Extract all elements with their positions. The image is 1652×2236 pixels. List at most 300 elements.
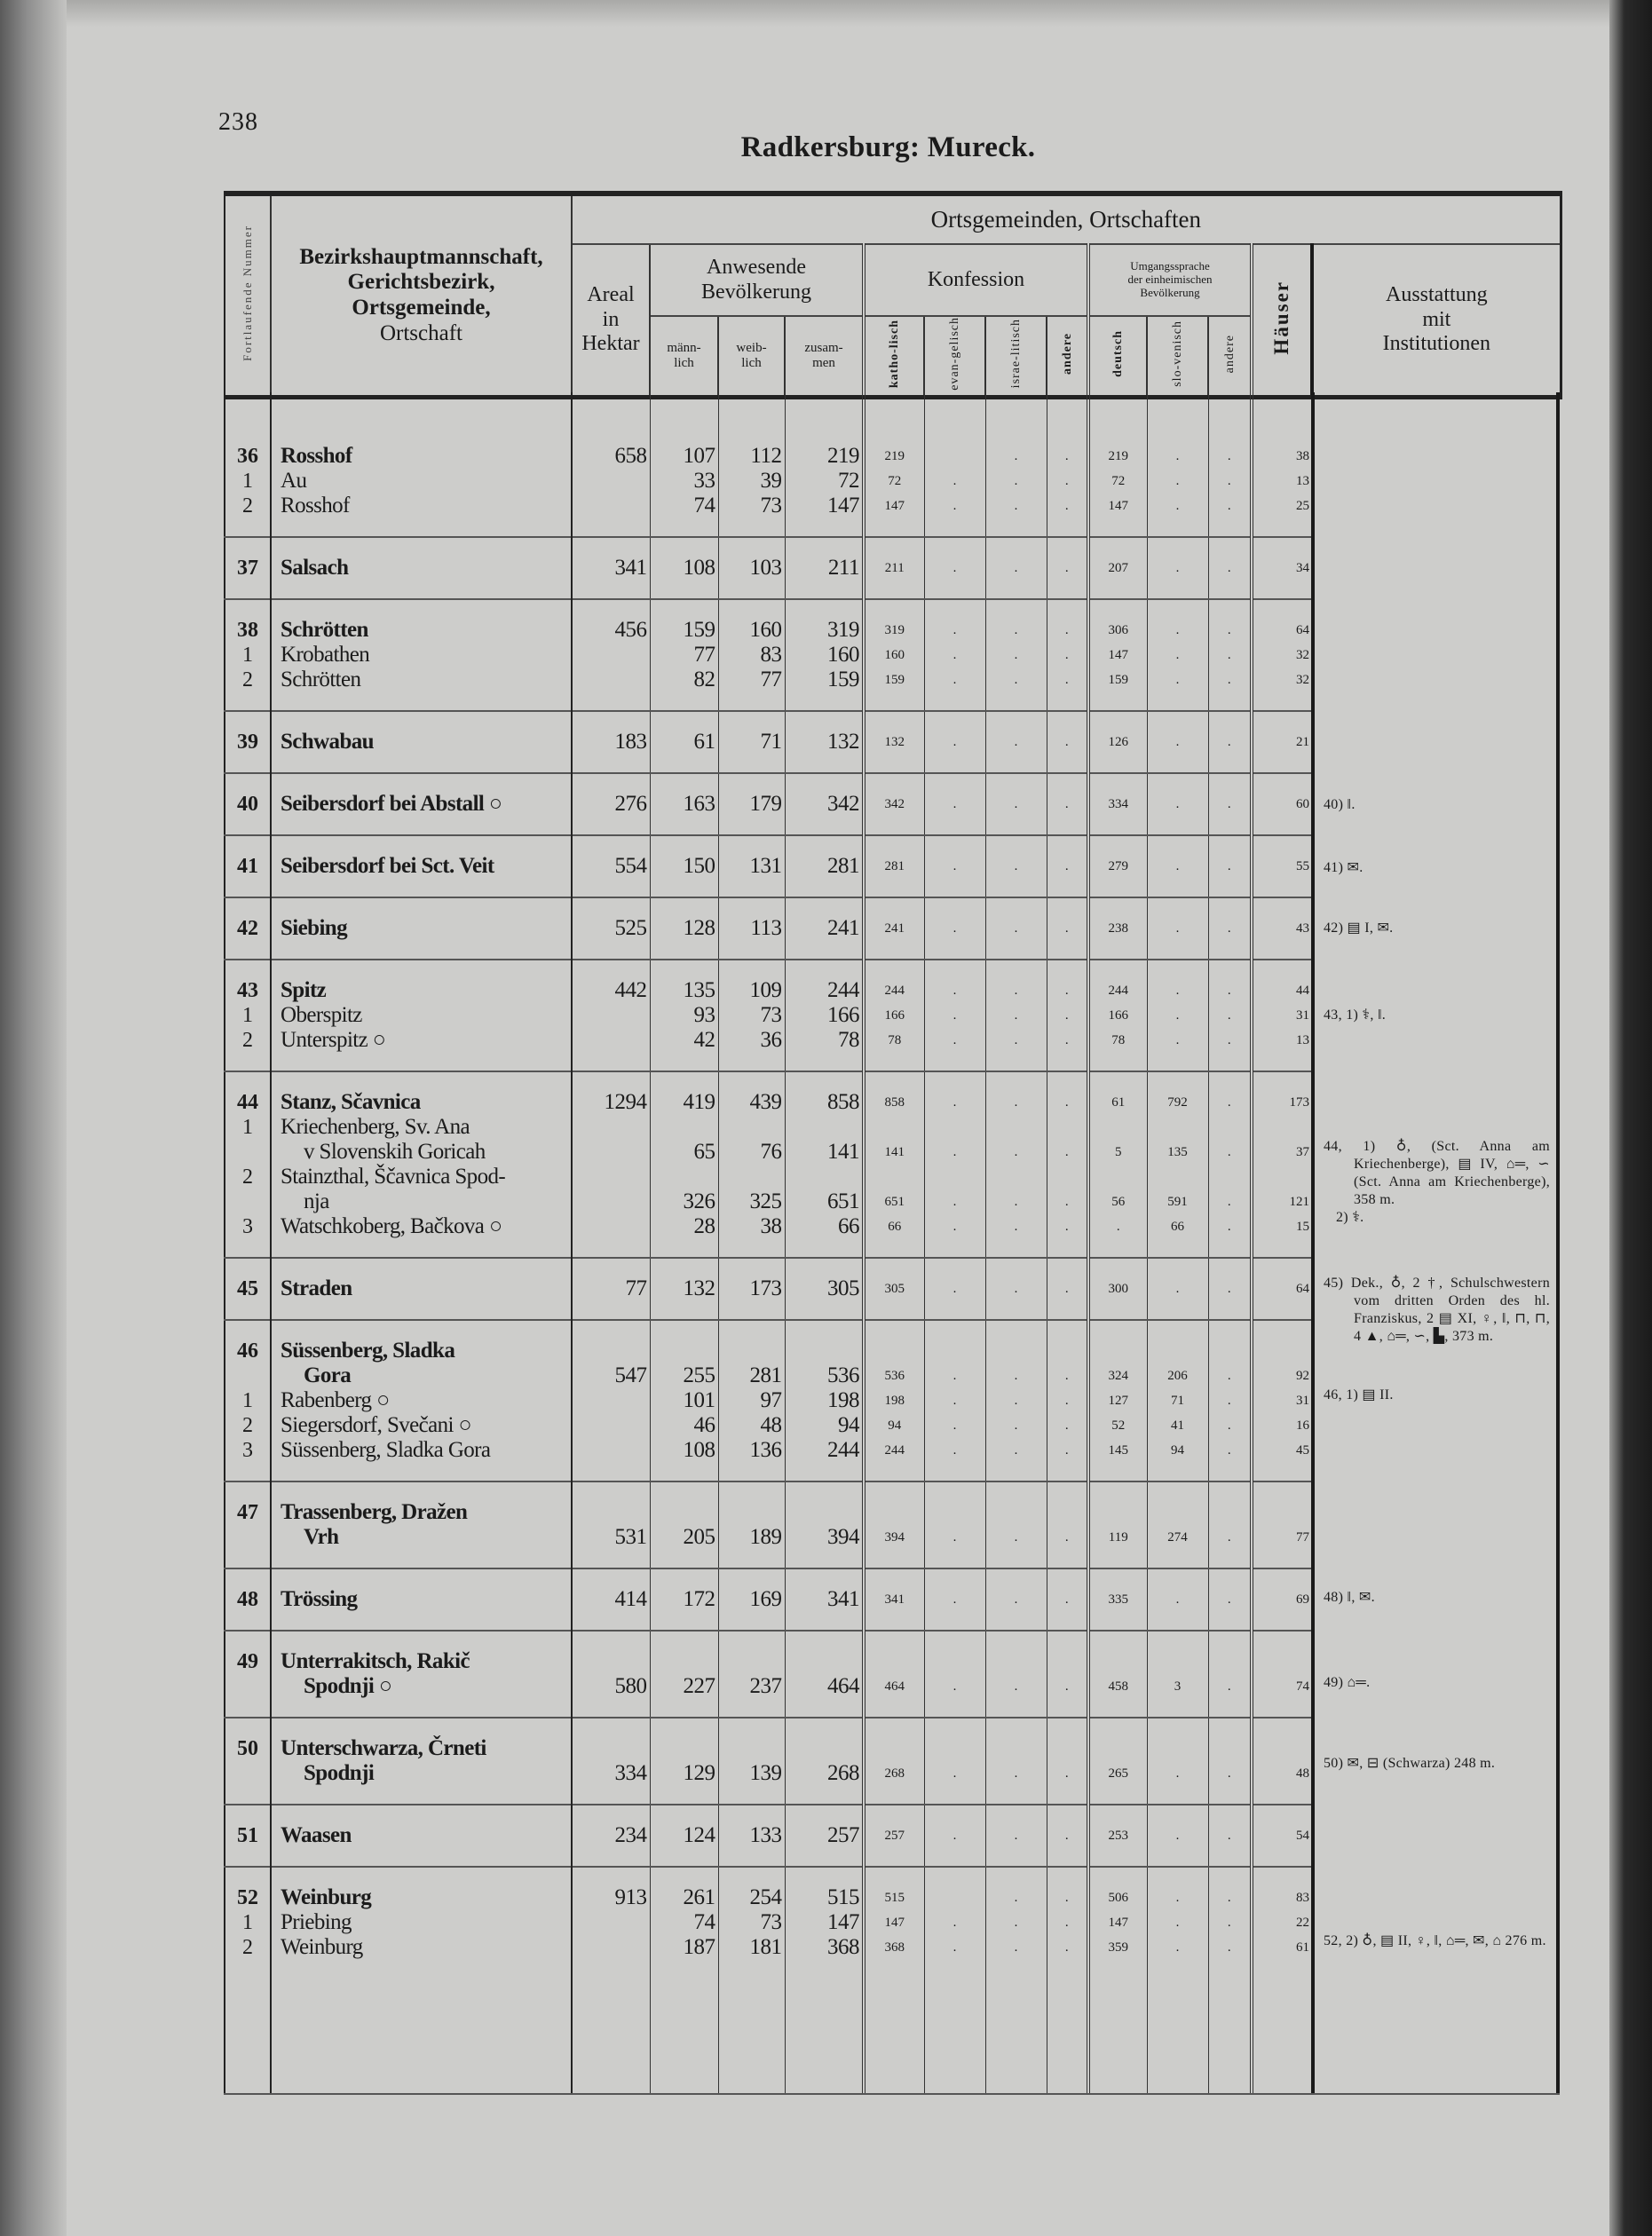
cell-deutsch: 324 (1088, 1363, 1147, 1388)
spacer-cell (650, 537, 718, 556)
place-name: Seibersdorf bei Sct. Veit (271, 854, 572, 879)
note-52-text: 52, 2) ♁, ▤ II, ♀, ‖, ⌂═, ✉, ⌂ 276 m. (1324, 1933, 1546, 1948)
cell-katholisch: 257 (864, 1823, 924, 1848)
cell-katholisch: 515 (864, 1885, 924, 1910)
spacer-cell (1147, 835, 1208, 854)
cell-slovenisch: . (1147, 792, 1208, 817)
row-spacer (225, 1301, 1312, 1320)
spacer-cell (650, 1053, 718, 1071)
cell-deutsch: 147 (1088, 494, 1147, 518)
spacer-cell (985, 835, 1047, 854)
place-name: Priebing (271, 1910, 572, 1935)
spacer-cell (1088, 1978, 1147, 2095)
spacer-cell (1252, 773, 1312, 792)
cell-andere-sprache: . (1208, 469, 1252, 494)
cell-zusammen: 241 (785, 916, 864, 941)
cell-haeuser (1252, 1500, 1312, 1525)
spacer-cell (718, 537, 785, 556)
cell-israelitisch: . (985, 1090, 1047, 1115)
cell-zusammen: 166 (785, 1003, 864, 1028)
scan-binding-edge (0, 0, 67, 2236)
cell-israelitisch: . (985, 1525, 1047, 1550)
spacer-cell (864, 755, 924, 773)
cell-israelitisch: . (985, 978, 1047, 1003)
place-name: Stainzthal, Ščavnica Spod- (271, 1165, 572, 1189)
cell-maennlich: 326 (650, 1189, 718, 1214)
spacer-cell (271, 1071, 572, 1090)
locality-row (225, 1910, 1312, 1935)
spacer-cell (864, 1848, 924, 1867)
cell-haeuser: 55 (1252, 854, 1312, 879)
cell-andere-konfession: . (1047, 1674, 1088, 1699)
row-spacer (225, 960, 1312, 978)
cell-andere-sprache: . (1208, 978, 1252, 1003)
cell-haeuser: 37 (1252, 1140, 1312, 1165)
scan-edge-top (0, 0, 1652, 27)
spacer-cell (1208, 1239, 1252, 1258)
cell-evangelisch: . (924, 1413, 985, 1438)
cell-evangelisch (924, 1115, 985, 1140)
spacer-cell (864, 599, 924, 618)
spacer-cell (225, 1805, 271, 1823)
cell-zusammen: 94 (785, 1413, 864, 1438)
spacer-cell (864, 692, 924, 711)
spacer-cell (1047, 1550, 1088, 1568)
note-45 (1324, 1275, 1550, 1346)
place-name: Schrötten (271, 618, 572, 643)
note-44-part1: 44, 1) ♁, (Sct. Anna am Kriechenberge), ▤ IV, ⌂═, ∽ (Sct. Anna am Kriechenberge), 358 m. (1324, 1139, 1550, 1207)
cell-slovenisch: . (1147, 494, 1208, 518)
spacer-cell (785, 1978, 864, 2095)
place-name: Salsach (271, 556, 572, 581)
spacer-cell (1088, 581, 1147, 599)
spacer-cell (1252, 518, 1312, 537)
row-number (225, 1525, 271, 1550)
row-number: 52 (237, 1886, 258, 1909)
cell-maennlich (650, 1500, 718, 1525)
cell-andere-sprache: . (1208, 1438, 1252, 1463)
spacer-cell (1208, 1718, 1252, 1736)
spacer-cell (985, 1978, 1047, 2095)
cell-katholisch (864, 1500, 924, 1525)
spacer-cell (650, 773, 718, 792)
spacer-cell (1147, 1699, 1208, 1718)
cell-weiblich: 139 (718, 1761, 785, 1786)
cell-andere-konfession: . (1047, 1363, 1088, 1388)
cell-katholisch: 464 (864, 1674, 924, 1699)
spacer-cell (1252, 1699, 1312, 1718)
row-spacer (225, 1960, 1312, 1978)
cell-israelitisch: . (985, 643, 1047, 668)
header-andere-sprache: andere (1208, 316, 1252, 398)
cell-maennlich: 135 (650, 978, 718, 1003)
cell-evangelisch (924, 1500, 985, 1525)
cell-deutsch: 244 (1088, 978, 1147, 1003)
spacer-cell (1208, 1301, 1252, 1320)
cell-israelitisch (985, 1736, 1047, 1761)
spacer-cell (271, 1786, 572, 1805)
locality-row (225, 494, 1312, 518)
cell-haeuser: 13 (1252, 469, 1312, 494)
cell-maennlich: 101 (650, 1388, 718, 1413)
spacer-cell (1088, 960, 1147, 978)
cell-zusammen: 66 (785, 1214, 864, 1239)
spacer-cell (572, 711, 650, 730)
municipality-row (225, 1674, 1312, 1699)
cell-katholisch: 394 (864, 1525, 924, 1550)
cell-areal (572, 1339, 650, 1363)
cell-katholisch: 244 (864, 978, 924, 1003)
spacer-cell (1088, 1631, 1147, 1649)
spacer-cell (225, 755, 271, 773)
cell-israelitisch: . (985, 1003, 1047, 1028)
row-spacer (225, 1631, 1312, 1649)
row-spacer (225, 755, 1312, 773)
cell-israelitisch (985, 1649, 1047, 1674)
spacer-cell (1088, 1239, 1147, 1258)
cell-evangelisch (924, 1165, 985, 1189)
spacer-cell (718, 692, 785, 711)
cell-israelitisch: . (985, 854, 1047, 879)
cell-areal (572, 1736, 650, 1761)
cell-andere-sprache (1208, 1115, 1252, 1140)
cell-andere-konfession: . (1047, 556, 1088, 581)
cell-evangelisch: . (924, 643, 985, 668)
cell-weiblich (718, 1649, 785, 1674)
cell-andere-konfession: . (1047, 1003, 1088, 1028)
spacer-cell (924, 1786, 985, 1805)
spacer-cell (1047, 392, 1088, 444)
cell-evangelisch: . (924, 1761, 985, 1786)
table-filler (225, 1978, 1312, 2095)
row-spacer (225, 1699, 1312, 1718)
cell-israelitisch: . (985, 1438, 1047, 1463)
spacer-cell (864, 1699, 924, 1718)
cell-weiblich: 97 (718, 1388, 785, 1413)
cell-maennlich: 150 (650, 854, 718, 879)
row-number: 1 (242, 1911, 253, 1934)
spacer-cell (718, 1463, 785, 1481)
cell-zusammen: 141 (785, 1140, 864, 1165)
spacer-cell (271, 1699, 572, 1718)
cell-deutsch: 265 (1088, 1761, 1147, 1786)
spacer-cell (271, 1612, 572, 1631)
spacer-cell (572, 1568, 650, 1587)
cell-haeuser: 22 (1252, 1910, 1312, 1935)
cell-slovenisch (1147, 1736, 1208, 1761)
header-deutsch: deutsch (1088, 316, 1147, 398)
municipality-row (225, 1525, 1312, 1550)
spacer-cell (650, 392, 718, 444)
spacer-cell (718, 1568, 785, 1587)
row-number: 40 (237, 793, 258, 816)
spacer-cell (271, 1053, 572, 1071)
spacer-cell (864, 1239, 924, 1258)
place-name: Spitz (271, 978, 572, 1003)
spacer-cell (1147, 817, 1208, 835)
cell-deutsch: 126 (1088, 730, 1147, 755)
cell-deutsch (1088, 1500, 1147, 1525)
spacer-cell (785, 518, 864, 537)
spacer-cell (572, 1239, 650, 1258)
spacer-cell (225, 1848, 271, 1867)
spacer-cell (718, 755, 785, 773)
spacer-cell (271, 1239, 572, 1258)
cell-maennlich: 74 (650, 494, 718, 518)
spacer-cell (1088, 518, 1147, 537)
cell-areal (572, 1910, 650, 1935)
cell-zusammen: 211 (785, 556, 864, 581)
spacer-cell (985, 1699, 1047, 1718)
municipality-group (225, 1320, 1312, 1481)
cell-deutsch: 52 (1088, 1413, 1147, 1438)
cell-katholisch: 141 (864, 1140, 924, 1165)
cell-zusammen: 72 (785, 469, 864, 494)
cell-weiblich (718, 1500, 785, 1525)
cell-slovenisch (1147, 1500, 1208, 1525)
spacer-cell (650, 755, 718, 773)
cell-haeuser: 32 (1252, 668, 1312, 692)
cell-andere-konfession: . (1047, 1413, 1088, 1438)
spacer-cell (650, 518, 718, 537)
cell-israelitisch: . (985, 1935, 1047, 1960)
cell-andere-konfession: . (1047, 1910, 1088, 1935)
place-name: Straden (271, 1276, 572, 1301)
spacer-cell (785, 1463, 864, 1481)
spacer-cell (1252, 1301, 1312, 1320)
spacer-cell (1088, 1463, 1147, 1481)
cell-maennlich: 419 (650, 1090, 718, 1115)
spacer-cell (1252, 897, 1312, 916)
spacer-cell (225, 1071, 271, 1090)
spacer-cell (1208, 581, 1252, 599)
cell-andere-sprache: . (1208, 1910, 1252, 1935)
spacer-cell (785, 941, 864, 960)
cell-maennlich: 77 (650, 643, 718, 668)
cell-haeuser (1252, 1165, 1312, 1189)
spacer-cell (1252, 817, 1312, 835)
spacer-cell (572, 1960, 650, 1978)
cell-israelitisch: . (985, 1761, 1047, 1786)
spacer-cell (864, 1786, 924, 1805)
municipality-group (225, 773, 1312, 835)
page-number: 238 (218, 108, 258, 136)
spacer-cell (864, 518, 924, 537)
spacer-cell (572, 1481, 650, 1500)
spacer-cell (785, 1612, 864, 1631)
cell-israelitisch: . (985, 1910, 1047, 1935)
cell-weiblich: 281 (718, 1363, 785, 1388)
place-name: Schrötten (271, 668, 572, 692)
locality-row (225, 1003, 1312, 1028)
spacer-cell (785, 1718, 864, 1736)
spacer-cell (1252, 711, 1312, 730)
spacer-cell (985, 599, 1047, 618)
spacer-cell (1088, 1568, 1147, 1587)
spacer-cell (1147, 711, 1208, 730)
cell-evangelisch: . (924, 1388, 985, 1413)
cell-israelitisch: . (985, 1276, 1047, 1301)
cell-areal (572, 1413, 650, 1438)
spacer-cell (785, 1568, 864, 1587)
spacer-cell (864, 1071, 924, 1090)
spacer-cell (718, 960, 785, 978)
cell-evangelisch: . (924, 1587, 985, 1612)
spacer-cell (718, 1718, 785, 1736)
spacer-cell (650, 692, 718, 711)
cell-evangelisch: . (924, 1525, 985, 1550)
cell-evangelisch: . (924, 1438, 985, 1463)
spacer-cell (1047, 1612, 1088, 1631)
spacer-cell (1088, 1848, 1147, 1867)
cell-zusammen: 257 (785, 1823, 864, 1848)
cell-deutsch: 506 (1088, 1885, 1147, 1910)
spacer-cell (1147, 599, 1208, 618)
spacer-cell (225, 1258, 271, 1276)
note-45-text: 45) Dek., ♁, 2 †, Schulschwestern vom dritten Orden des hl. Franziskus, 2 ▤ XI, ♀, ‖, ⊓, ⊓, 4 ▲, ⌂═, ∽, ▙, 373 m. (1324, 1276, 1550, 1344)
cell-andere-konfession: . (1047, 1276, 1088, 1301)
spacer-cell (718, 835, 785, 854)
cell-maennlich (650, 1165, 718, 1189)
spacer-cell (1047, 1258, 1088, 1276)
cell-maennlich: 187 (650, 1935, 718, 1960)
cell-slovenisch: . (1147, 668, 1208, 692)
spacer-cell (985, 581, 1047, 599)
municipality-row (225, 916, 1312, 941)
spacer-cell (924, 1612, 985, 1631)
spacer-cell (1047, 1867, 1088, 1885)
cell-areal (572, 668, 650, 692)
cell-haeuser: 77 (1252, 1525, 1312, 1550)
row-number: 2 (242, 668, 253, 691)
spacer-cell (572, 599, 650, 618)
spacer-cell (225, 835, 271, 854)
locality-row (225, 1413, 1312, 1438)
cell-andere-sprache: . (1208, 730, 1252, 755)
cell-haeuser: 38 (1252, 444, 1312, 469)
cell-katholisch: 281 (864, 854, 924, 879)
cell-maennlich: 132 (650, 1276, 718, 1301)
row-number: 2 (242, 494, 253, 518)
cell-andere-sprache: . (1208, 494, 1252, 518)
spacer-cell (1208, 897, 1252, 916)
spacer-cell (718, 1258, 785, 1276)
place-name: Stanz, Sčavnica (271, 1090, 572, 1115)
cell-areal: 1294 (572, 1090, 650, 1115)
spacer-cell (985, 1301, 1047, 1320)
spacer-cell (785, 392, 864, 444)
spacer-cell (650, 1481, 718, 1500)
spacer-cell (225, 1463, 271, 1481)
municipality-group (225, 1631, 1312, 1718)
spacer-cell (985, 1867, 1047, 1885)
cell-andere-konfession (1047, 1649, 1088, 1674)
cell-deutsch: 5 (1088, 1140, 1147, 1165)
cell-slovenisch: 591 (1147, 1189, 1208, 1214)
row-number (225, 1363, 271, 1388)
cell-katholisch: 368 (864, 1935, 924, 1960)
note-50-text: 50) ✉, ⊟ (Schwarza) 248 m. (1324, 1756, 1496, 1771)
row-number: 50 (237, 1737, 258, 1760)
cell-areal (572, 469, 650, 494)
spacer-cell (924, 692, 985, 711)
locality-row (225, 668, 1312, 692)
spacer-cell (985, 518, 1047, 537)
row-number: 45 (237, 1277, 258, 1300)
row-number: 36 (237, 445, 258, 468)
page-title: Radkersburg: Mureck. (740, 131, 1036, 163)
cell-areal (572, 1500, 650, 1525)
place-name: Siegersdorf, Svečani ○ (271, 1413, 572, 1438)
cell-haeuser (1252, 1115, 1312, 1140)
cell-evangelisch: . (924, 1363, 985, 1388)
spacer-cell (1147, 1053, 1208, 1071)
row-spacer (225, 1612, 1312, 1631)
cell-evangelisch: . (924, 1140, 985, 1165)
place-name: nja (271, 1189, 572, 1214)
spacer-cell (985, 692, 1047, 711)
spacer-cell (1047, 518, 1088, 537)
cell-andere-konfession: . (1047, 668, 1088, 692)
spacer-cell (1252, 599, 1312, 618)
spacer-cell (1047, 755, 1088, 773)
spacer-cell (1147, 1320, 1208, 1339)
spacer-cell (271, 879, 572, 897)
spacer-cell (924, 755, 985, 773)
cell-slovenisch: . (1147, 1028, 1208, 1053)
cell-areal: 531 (572, 1525, 650, 1550)
cell-haeuser: 45 (1252, 1438, 1312, 1463)
spacer-cell (1252, 1848, 1312, 1867)
cell-weiblich: 73 (718, 1003, 785, 1028)
spacer-cell (650, 1301, 718, 1320)
spacer-cell (785, 960, 864, 978)
spacer-cell (225, 392, 271, 444)
row-spacer (225, 1320, 1312, 1339)
spacer-cell (1208, 1612, 1252, 1631)
spacer-cell (985, 1612, 1047, 1631)
cell-slovenisch: . (1147, 916, 1208, 941)
spacer-cell (1088, 1867, 1147, 1885)
spacer-cell (718, 879, 785, 897)
spacer-cell (1252, 1239, 1312, 1258)
spacer-cell (225, 1320, 271, 1339)
cell-areal (572, 1649, 650, 1674)
cell-areal (572, 1140, 650, 1165)
cell-weiblich: 189 (718, 1525, 785, 1550)
header-slovenisch: slo-venisch (1147, 316, 1208, 398)
row-spacer (225, 1718, 1312, 1736)
spacer-cell (1088, 1071, 1147, 1090)
cell-areal (572, 1115, 650, 1140)
cell-areal (572, 1003, 650, 1028)
locality-row (225, 1165, 1312, 1189)
spacer-cell (1088, 1258, 1147, 1276)
cell-andere-sprache: . (1208, 643, 1252, 668)
cell-haeuser: 64 (1252, 618, 1312, 643)
cell-deutsch: 279 (1088, 854, 1147, 879)
cell-slovenisch: . (1147, 1910, 1208, 1935)
spacer-cell (1088, 879, 1147, 897)
cell-andere-konfession: . (1047, 1189, 1088, 1214)
cell-andere-sprache: . (1208, 1388, 1252, 1413)
row-spacer (225, 1550, 1312, 1568)
spacer-cell (924, 1071, 985, 1090)
cell-maennlich: 33 (650, 469, 718, 494)
spacer-cell (985, 817, 1047, 835)
place-name: Kriechenberg, Sv. Ana (271, 1115, 572, 1140)
cell-israelitisch: . (985, 556, 1047, 581)
